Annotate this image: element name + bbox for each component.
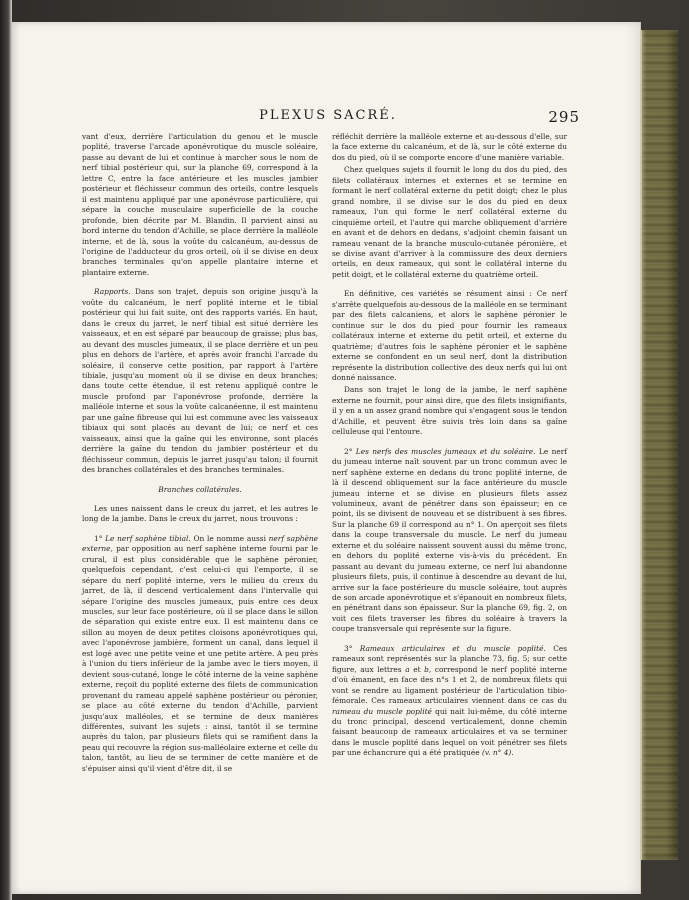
paragraph-lead: Rameaux articulaires et du muscle poplité.: [359, 643, 546, 653]
paragraph-lead-2: nerf saphène externe,: [82, 533, 318, 554]
paragraph-body: par opposition au nerf saphène interne fourni par le crural, il est plus considérable que le saphène péronier, quelquefois cependant, c'est celui-ci qui l'emporte, il se sépare du nerf poplité interne, vers le milieu du creux du jarret, de là, il descend verticalement dans l'intervalle qui sépare l'origine des muscles jumeaux, puis entre ces deux muscles, sur leur face postérieure, où il se place dans le sillon de séparation qui existe entre eux. Il est maintenu dans ce sillon au moyen de deux petites cloisons aponévrotiques qui, avec l'aponévrose jambière, forment un canal, dans lequel il est logé avec une petite veine et une petite artère. A peu près à l'union du tiers inférieur de la jambe avec le tiers moyen, il devient sous-cutané, longe le côté interne de la veine saphène externe, reçoit du poplité externe des filets de communication provenant du rameau appelé saphène postérieur ou péronier, se place au côté externe du tendon d'Achille, parvient jusqu'aux malléoles, et se termine de deux manières différentes, suivant les sujets : ainsi, tantôt il se termine auprès du talon, par plusieurs filets qui se ramifient dans la peau qui recouvre la région sus-malléolaire externe et celle du talon, tantôt, au lieu de se terminer de cette manière et de s'épuiser ainsi qu'il vient d'être dit, il se: [82, 544, 318, 773]
item-number: 1°: [94, 533, 106, 543]
item-number: 3°: [344, 643, 360, 653]
paragraph: Dans son trajet le long de la jambe, le nerf saphène externe ne fournit, pour ainsi dire, que des filets insignifiants, il y en a un assez grand nombre qui s'engagent sous le tendon d'Achille, et peuvent être suivis très loin dans sa gaîne celluleuse qui l'entoure.: [332, 385, 567, 437]
paragraph: Les unes naissent dans le creux du jarret, et les autres le long de la jambe. Dans le creux du jarret, nous trouvons :: [82, 503, 318, 524]
paragraph-lead: Les nerfs des muscles jumeaux et du soléaire.: [355, 446, 536, 456]
paragraph: réfléchit derrière la malléole externe et au-dessous d'elle, sur la face externe du calcanéum, et de là, sur le côté externe du dos du pied, où il se comporte encore d'une manière variable.: [332, 132, 567, 162]
figure-letter: b: [424, 664, 429, 674]
reference-note: (v. n° 4).: [482, 748, 514, 758]
paragraph-jumeaux: [332, 447, 567, 635]
paragraph-body: , correspond le nerf poplité interne d'où émanent, en face des n°s 1 et 2, de nombreux filets qui vont se rendre au ligament postérieur de l'articulation tibio-fémorale. Ces rameaux articulaires viennent dans ce cas du: [332, 664, 567, 706]
item-number: 2°: [344, 446, 356, 456]
paragraph-lead: Le nerf saphène tibial.: [105, 533, 191, 543]
book-spine: [640, 30, 678, 860]
figure-letter: a: [405, 664, 410, 674]
paragraph-saphene-tibial: [82, 534, 318, 774]
paragraph-body: et: [409, 664, 425, 674]
left-text-column: [82, 132, 318, 774]
paragraph: En définitive, ces variétés se résument ainsi : Ce nerf s'arrête quelquefois au-dessous de la malléole en se terminant par des filets calcaniens, et alors le saphène péronier le continue sur le dos du pied pour fournir les rameaux collatéraux interne et externe du petit orteil, et externe du quatrième; d'autres fois le saphène péronier et le saphène externe se confondent en un seul nerf, dont la distribution représente la distribution collective des deux nerfs qui lui ont donné naissance.: [332, 289, 567, 382]
paragraph-body: qui nait lui-même, du côté interne du tronc principal, descend verticalement, donne chemin faisant beaucoup de rameaux articulaires et va se terminer dans le muscle poplité dans lequel on voit pénétrer ses filets par une échancrure qui a été pratiquée: [332, 706, 568, 758]
paragraph-lead: Rapports.: [94, 287, 131, 297]
paragraph: vant d'eux, derrière l'articulation du genou et le muscle poplité, traverse l'arcade aponévrotique du muscle soléaire, passe au devant de lui et continue à marcher sous le nom de nerf tibial postérieur qui, sur la planche 69, correspond à la lettre C, entre la face antérieure et les muscles jambier postérieur et fléchisseur commun des orteils, contre lesquels il est maintenu appliqué par une aponévrose particulière, qui sépare la couche musculaire superficielle de la couche profonde, bien décrite par M. Blandin. Il parvient ainsi au bord interne du tendon d'Achille, se place derrière la malléole interne, et de là, sous la voûte du calcanéum, au-dessus de l'origine de l'adducteur du gros orteil, où il se divise en deux branches terminales qu'on appelle plantaire interne et plantaire externe.: [82, 132, 318, 277]
paragraph-articulaires: [332, 644, 567, 759]
page-number: 295: [548, 108, 580, 126]
italic-phrase: rameau du muscle poplité: [332, 706, 432, 716]
paragraph-body: Dans son trajet, depuis son origine jusqu'à la voûte du calcanéum, le nerf poplité interne et le tibial postérieur qui lui fait suite, ont des rapports variés. En haut, dans le creux du jarret, le nerf tibial est situé derrière les vaisseaux, et en est séparé par beaucoup de graisse; plus bas, au devant des muscles jumeaux, il se place derrière et un peu plus en dehors de l'artère, et après avoir franchi l'arcade du soléaire, il conserve cette position, par rapport à l'artère tibiale, jusqu'au moment où il se divise en deux branches; dans toute cette étendue, il est retenu appliqué contre le muscle profond par l'aponévrose profonde, derrière la malléole interne et sous la voûte calcanéenne, il est maintenu par une gaîne fibreuse qui lui est commune avec les vaisseaux tibiaux qui sont placés au devant de lui; ce nerf et ces vaisseaux, ainsi que la gaîne qui les environne, sont placés derrière la gaîne du tendon du jambier postérieur et du fléchisseur commun, depuis le jarret jusqu'au talon; il fournit des branches collatérales et des branches terminales.: [82, 287, 318, 475]
paragraph-body: On le nomme aussi: [190, 533, 269, 543]
running-head-title: PLEXUS SACRÉ.: [259, 108, 397, 123]
right-text-column: [332, 132, 567, 759]
paragraph-rapports: [82, 287, 318, 475]
paragraph-body: Le nerf du jumeau interne naît souvent par un tronc commun avec le nerf saphène externe en dedans du tronc poplité interne, de là il descend obliquement sur la face antérieure du muscle jumeau interne et se divise en plusieurs filets assez volumineux, avant de pénétrer dans son épaisseur; en ce point, ils se divisent de nouveau et se distribuent à ses fibres. Sur la planche 69 il correspond au n° 1. On aperçoit ses filets dans la coupe transversale du muscle. Le nerf du jumeau externe et du soléaire naissent souvent aussi du même tronc, en dehors du poplité externe vis-à-vis du précédent. En passant au devant du jumeau externe, ce nerf lui abandonne plusieurs filets, puis, il continue à descendre au devant de lui, arrive sur la face postérieure du muscle soléaire, tout auprès de son arcade aponévrotique et s'épanouit en nombreux filets, en pénétrant dans son épaisseur. Sur la planche 69, fig. 2, on voit ces filets traverser les fibres du soléaire à travers la coupe transversale qui représente sur la figure.: [332, 446, 567, 634]
left-page-edge: [0, 0, 12, 900]
section-subheading: Branches collatérales.: [158, 484, 242, 494]
paragraph: Chez quelques sujets il fournit le long du dos du pied, des filets collatéraux internes et externes et se termine en formant le nerf collatéral externe du petit doigt; chez le plus grand nombre, il se divise sur le dos du pied en deux rameaux, l'un qui forme le nerf collatéral externe du cinquième orteil, et l'autre qui marche obliquement d'arrière en avant et de dehors en dedans, s'adjoint chemin faisant un rameau venant de la branche musculo-cutanée péronière, et se divise avant d'arriver à la commissure des deux derniers orteils, en deux rameaux, qui sont le collatéral interne du petit doigt, et le collatéral externe du quatrième orteil.: [332, 165, 567, 279]
paragraph-body: Ces rameaux sont représentés sur la planche 73, fig. 5; sur cette figure, aux lettres: [332, 643, 568, 674]
book-page: [12, 22, 641, 894]
